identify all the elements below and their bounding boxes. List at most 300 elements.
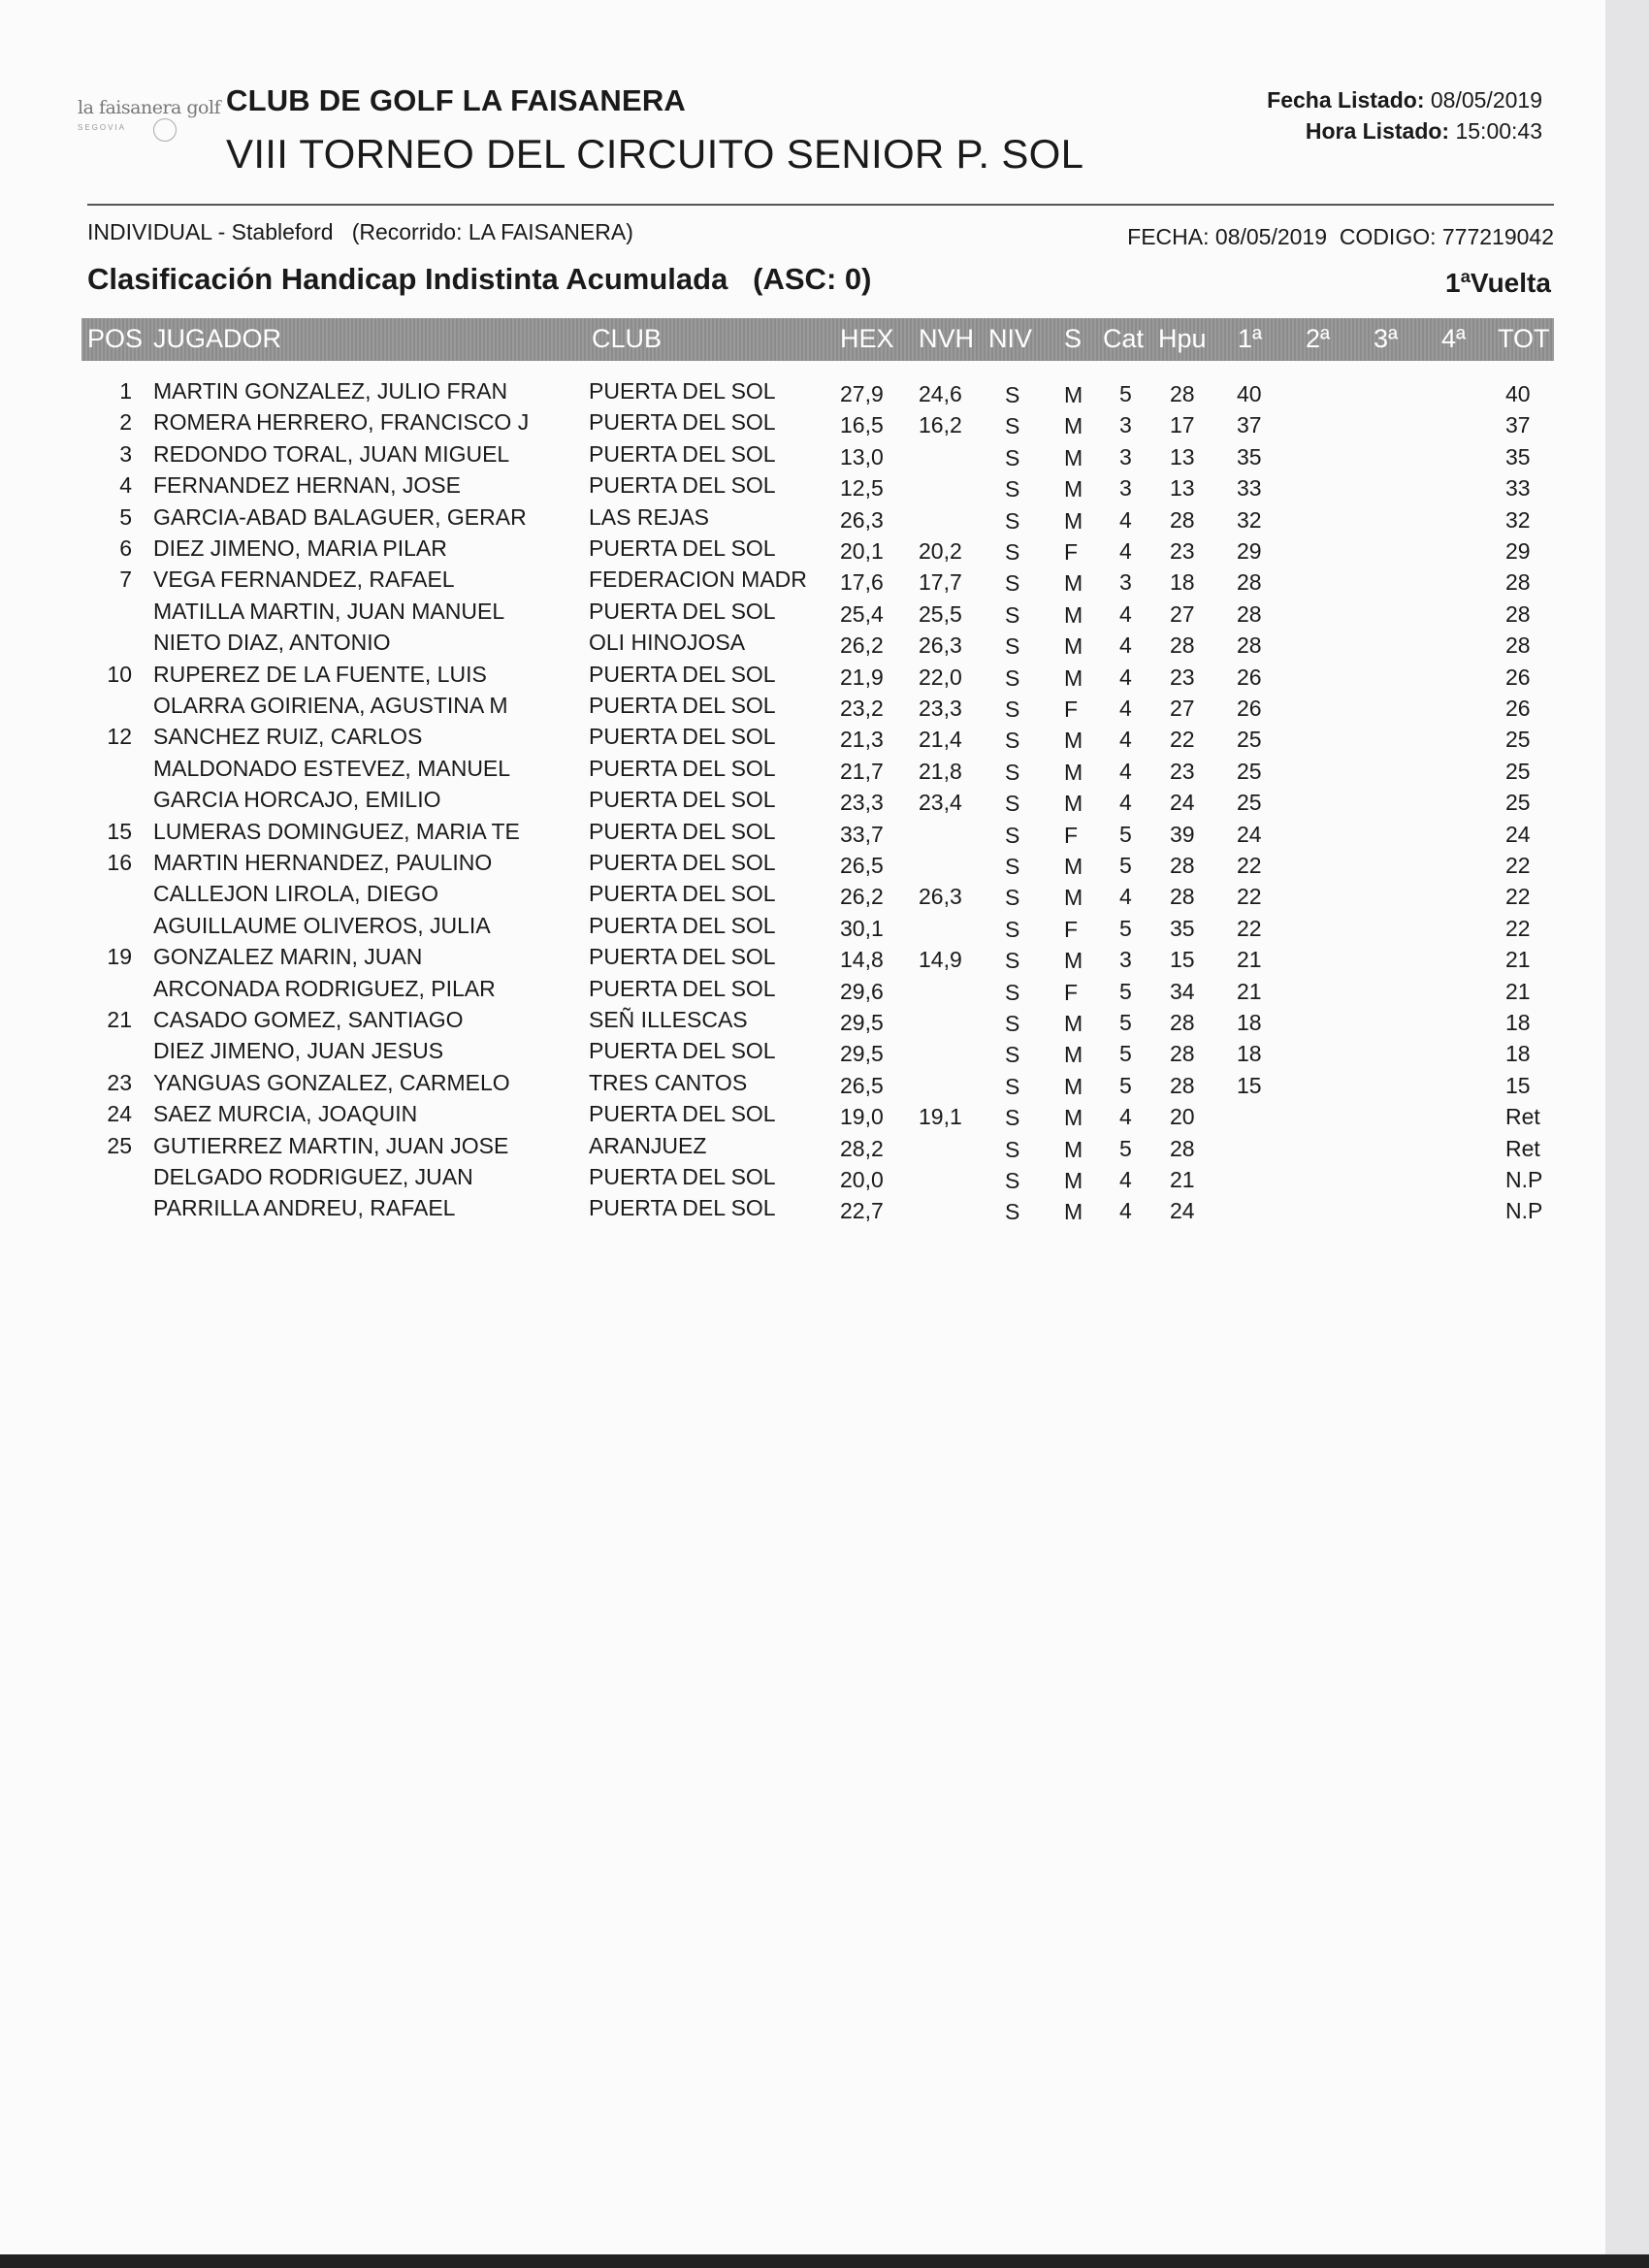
hpu-value: 20 — [1170, 1104, 1195, 1130]
sex-value: M — [1064, 1199, 1083, 1225]
table-row — [0, 378, 1649, 409]
hex-value: 23,3 — [840, 790, 884, 816]
sex-value: M — [1064, 1073, 1083, 1099]
nvh-value: 26,3 — [919, 632, 962, 659]
sex-value: M — [1064, 664, 1083, 691]
listing-date-label: Fecha Listado: — [1267, 87, 1425, 113]
col-pos: POS — [87, 324, 144, 353]
player-name: RUPEREZ DE LA FUENTE, LUIS — [153, 661, 487, 687]
player-name: ROMERA HERRERO, FRANCISCO J — [153, 409, 530, 436]
hex-value: 22,7 — [840, 1198, 884, 1224]
col-club: CLUB — [592, 324, 663, 353]
player-club: PUERTA DEL SOL — [589, 1101, 776, 1127]
player-club: PUERTA DEL SOL — [589, 975, 776, 1001]
table-row — [0, 913, 1649, 944]
total-score: 28 — [1505, 600, 1531, 627]
player-club: PUERTA DEL SOL — [589, 409, 776, 436]
total-score: 29 — [1505, 538, 1531, 564]
sex-value: M — [1064, 382, 1083, 407]
player-club: PUERTA DEL SOL — [589, 944, 776, 970]
niv-value: S — [1005, 948, 1020, 974]
player-club: PUERTA DEL SOL — [589, 1195, 776, 1221]
logo-subtext: SEGOVIA — [78, 123, 127, 132]
round-1-score: 26 — [1237, 664, 1262, 690]
competition-meta — [1127, 224, 1554, 250]
table-row — [0, 472, 1649, 503]
round-1-score: 28 — [1237, 632, 1262, 659]
niv-value: S — [1005, 979, 1020, 1005]
niv-value: S — [1005, 1073, 1020, 1099]
hpu-value: 22 — [1170, 727, 1195, 753]
hex-value: 26,2 — [840, 632, 884, 659]
code-label: CODIGO: — [1339, 224, 1437, 249]
player-club: SEÑ ILLESCAS — [589, 1007, 748, 1032]
logo-text: la faisanera golf — [78, 97, 221, 118]
category-value: 4 — [1119, 600, 1132, 627]
col-cat: Cat — [1103, 324, 1145, 353]
sex-value: M — [1064, 1136, 1083, 1162]
player-name: SAEZ MURCIA, JOAQUIN — [153, 1101, 418, 1127]
listing-time-value: 15:00:43 — [1455, 118, 1542, 144]
table-header — [81, 318, 1554, 361]
table-row — [0, 1038, 1649, 1069]
hex-value: 25,4 — [840, 600, 884, 627]
niv-value: S — [1005, 1168, 1020, 1193]
total-score: 22 — [1505, 884, 1531, 910]
category-value: 5 — [1119, 1135, 1132, 1161]
round-1-score: 22 — [1237, 853, 1262, 878]
category-value: 3 — [1119, 947, 1132, 973]
category-value: 5 — [1119, 821, 1132, 847]
position: 12 — [107, 724, 132, 750]
niv-value: S — [1005, 570, 1020, 597]
niv-value: S — [1005, 664, 1020, 691]
round-1-score: 26 — [1237, 696, 1262, 721]
round-1-score: 18 — [1237, 1010, 1262, 1035]
hpu-value: 34 — [1170, 978, 1195, 1004]
table-row — [0, 944, 1649, 975]
col-player: JUGADOR — [153, 324, 282, 353]
table-row — [0, 567, 1649, 598]
round-1-score: 22 — [1237, 884, 1262, 910]
position: 4 — [119, 472, 132, 499]
table-row — [0, 850, 1649, 881]
tournament-title: VIII TORNEO DEL CIRCUITO SENIOR P. SOL — [226, 131, 1084, 177]
nvh-value: 24,6 — [919, 381, 962, 406]
player-name: CASADO GOMEZ, SANTIAGO — [153, 1007, 464, 1032]
round-1-score: 25 — [1237, 758, 1262, 784]
player-club: PUERTA DEL SOL — [589, 1038, 776, 1064]
category-value: 4 — [1119, 727, 1132, 753]
player-name: GARCIA HORCAJO, EMILIO — [153, 787, 441, 813]
modality: INDIVIDUAL - Stableford — [87, 219, 334, 244]
niv-value: S — [1005, 885, 1020, 911]
col-total: TOT — [1498, 324, 1550, 353]
table-row — [0, 1070, 1649, 1101]
niv-value: S — [1005, 382, 1020, 407]
date-value: 08/05/2019 — [1214, 224, 1328, 249]
competition-format — [87, 219, 633, 245]
sex-value: M — [1064, 1168, 1083, 1193]
player-club: PUERTA DEL SOL — [589, 787, 776, 813]
hpu-value: 28 — [1170, 632, 1195, 659]
hex-value: 19,0 — [840, 1104, 884, 1130]
position: 7 — [119, 567, 132, 593]
code-value: 777219042 — [1441, 224, 1554, 249]
player-club: PUERTA DEL SOL — [589, 661, 776, 687]
sex-value: M — [1064, 476, 1083, 502]
player-name: CALLEJON LIROLA, DIEGO — [153, 881, 438, 907]
hpu-value: 28 — [1170, 1072, 1195, 1098]
category-value: 4 — [1119, 790, 1132, 816]
hex-value: 20,1 — [840, 538, 884, 564]
niv-value: S — [1005, 1011, 1020, 1036]
sex-value: M — [1064, 728, 1083, 754]
position: 15 — [107, 818, 132, 844]
player-name: MARTIN GONZALEZ, JULIO FRAN — [153, 378, 508, 404]
table-row — [0, 662, 1649, 693]
niv-value: S — [1005, 697, 1020, 722]
player-name: LUMERAS DOMINGUEZ, MARIA TE — [153, 818, 520, 844]
round-1-score: 37 — [1237, 412, 1262, 438]
hpu-value: 23 — [1170, 538, 1195, 564]
position: 23 — [107, 1069, 132, 1095]
total-score: 21 — [1505, 978, 1531, 1004]
player-name: YANGUAS GONZALEZ, CARMELO — [153, 1069, 510, 1095]
category-value: 5 — [1119, 915, 1132, 941]
hex-value: 26,3 — [840, 506, 884, 533]
hex-value: 13,0 — [840, 443, 884, 470]
round-1-score: 29 — [1237, 538, 1262, 564]
player-name: SANCHEZ RUIZ, CARLOS — [153, 724, 423, 750]
niv-value: S — [1005, 539, 1020, 565]
hex-value: 21,9 — [840, 664, 884, 690]
category-value: 4 — [1119, 632, 1132, 659]
col-sex: S — [1064, 324, 1083, 353]
total-score: 22 — [1505, 853, 1531, 878]
total-score: 26 — [1505, 664, 1531, 690]
player-name: ARCONADA RODRIGUEZ, PILAR — [153, 975, 496, 1001]
hex-value: 27,9 — [840, 381, 884, 406]
position: 21 — [107, 1007, 132, 1032]
hex-value: 28,2 — [840, 1135, 884, 1161]
hex-value: 21,3 — [840, 727, 884, 753]
sex-value: M — [1064, 444, 1083, 470]
position: 10 — [107, 661, 132, 687]
table-row — [0, 1007, 1649, 1038]
total-score: 26 — [1505, 696, 1531, 721]
category-value: 3 — [1119, 569, 1132, 596]
category-value: 4 — [1119, 884, 1132, 910]
position: 5 — [119, 503, 132, 530]
round-1-score: 25 — [1237, 790, 1262, 816]
table-row — [0, 724, 1649, 755]
total-score: 37 — [1505, 412, 1531, 438]
category-value: 5 — [1119, 853, 1132, 878]
category-value: 4 — [1119, 538, 1132, 564]
hpu-value: 27 — [1170, 696, 1195, 721]
niv-value: S — [1005, 728, 1020, 754]
category-value: 5 — [1119, 1041, 1132, 1067]
sex-value: F — [1064, 822, 1079, 848]
player-club: FEDERACION MADR — [589, 567, 807, 593]
sex-value: M — [1064, 413, 1083, 439]
nvh-value: 21,8 — [919, 758, 962, 784]
hex-value: 26,5 — [840, 1072, 884, 1098]
sex-value: F — [1064, 916, 1079, 942]
player-name: GONZALEZ MARIN, JUAN — [153, 944, 423, 970]
col-round-1: 1ª — [1238, 324, 1263, 353]
hpu-value: 39 — [1170, 821, 1195, 847]
total-score: 18 — [1505, 1010, 1531, 1035]
player-name: OLARRA GOIRIENA, AGUSTINA M — [153, 693, 508, 718]
hex-value: 17,6 — [840, 569, 884, 596]
niv-value: S — [1005, 413, 1020, 439]
hex-value: 21,7 — [840, 758, 884, 784]
niv-value: S — [1005, 854, 1020, 879]
player-name: DIEZ JIMENO, JUAN JESUS — [153, 1038, 444, 1064]
sex-value: F — [1064, 539, 1079, 565]
category-value: 4 — [1119, 696, 1132, 721]
player-club: PUERTA DEL SOL — [589, 881, 776, 907]
category-value: 3 — [1119, 443, 1132, 470]
niv-value: S — [1005, 444, 1020, 470]
player-club: PUERTA DEL SOL — [589, 535, 776, 561]
sex-value: F — [1064, 697, 1079, 722]
round-1-score: 28 — [1237, 569, 1262, 596]
player-name: GUTIERREZ MARTIN, JUAN JOSE — [153, 1132, 509, 1158]
table-row — [0, 504, 1649, 535]
col-round-4: 4ª — [1441, 324, 1467, 353]
hpu-value: 13 — [1170, 443, 1195, 470]
total-score: N.P — [1505, 1198, 1543, 1224]
niv-value: S — [1005, 822, 1020, 848]
total-score: 32 — [1505, 506, 1531, 533]
round-1-score: 35 — [1237, 443, 1262, 470]
player-name: DIEZ JIMENO, MARIA PILAR — [153, 535, 447, 561]
category-value: 4 — [1119, 1198, 1132, 1224]
date-label: FECHA: — [1127, 224, 1210, 249]
total-score: 18 — [1505, 1041, 1531, 1067]
hpu-value: 17 — [1170, 412, 1195, 438]
sex-value: M — [1064, 885, 1083, 911]
nvh-value: 26,3 — [919, 884, 962, 910]
hpu-value: 28 — [1170, 1041, 1195, 1067]
table-row — [0, 787, 1649, 818]
category-value: 5 — [1119, 1072, 1132, 1098]
total-score: 15 — [1505, 1072, 1531, 1098]
hpu-value: 21 — [1170, 1167, 1195, 1192]
table-row — [0, 409, 1649, 440]
club-title: CLUB DE GOLF LA FAISANERA — [226, 83, 687, 117]
table-row — [0, 756, 1649, 787]
sex-value: M — [1064, 791, 1083, 817]
position: 1 — [119, 378, 132, 404]
round-1-score: 25 — [1237, 727, 1262, 753]
page-bottom-edge — [0, 2254, 1649, 2268]
niv-value: S — [1005, 1199, 1020, 1225]
position: 3 — [119, 440, 132, 467]
col-nvh: NVH — [919, 324, 975, 353]
sex-value: M — [1064, 948, 1083, 974]
position: 24 — [107, 1101, 132, 1127]
hex-value: 26,5 — [840, 853, 884, 878]
niv-value: S — [1005, 601, 1020, 628]
golf-ball-icon — [153, 118, 177, 142]
category-value: 4 — [1119, 1167, 1132, 1192]
category-value: 5 — [1119, 381, 1132, 406]
player-name: REDONDO TORAL, JUAN MIGUEL — [153, 440, 510, 467]
position: 6 — [119, 535, 132, 561]
player-name: VEGA FERNANDEZ, RAFAEL — [153, 567, 455, 593]
hex-value: 20,0 — [840, 1167, 884, 1192]
table-row — [0, 1195, 1649, 1226]
player-club: PUERTA DEL SOL — [589, 1164, 776, 1189]
hpu-value: 18 — [1170, 569, 1195, 596]
player-name: AGUILLAUME OLIVEROS, JULIA — [153, 912, 491, 938]
col-round-3: 3ª — [1374, 324, 1399, 353]
hex-value: 33,7 — [840, 821, 884, 847]
total-score: 21 — [1505, 947, 1531, 973]
hex-value: 26,2 — [840, 884, 884, 910]
player-name: FERNANDEZ HERNAN, JOSE — [153, 472, 461, 499]
course: (Recorrido: LA FAISANERA) — [351, 219, 633, 244]
total-score: Ret — [1505, 1104, 1540, 1130]
niv-value: S — [1005, 476, 1020, 502]
hex-value: 29,6 — [840, 978, 884, 1004]
player-club: PUERTA DEL SOL — [589, 440, 776, 467]
total-score: Ret — [1505, 1135, 1540, 1161]
sex-value: M — [1064, 633, 1083, 660]
player-name: MARTIN HERNANDEZ, PAULINO — [153, 850, 493, 875]
round-1-score: 21 — [1237, 947, 1262, 973]
hex-value: 29,5 — [840, 1041, 884, 1067]
player-name: PARRILLA ANDREU, RAFAEL — [153, 1195, 456, 1221]
hex-value: 23,2 — [840, 696, 884, 721]
nvh-value: 22,0 — [919, 664, 962, 690]
sex-value: M — [1064, 507, 1083, 534]
hpu-value: 24 — [1170, 1198, 1195, 1224]
hpu-value: 28 — [1170, 884, 1195, 910]
total-score: 28 — [1505, 632, 1531, 659]
player-club: PUERTA DEL SOL — [589, 818, 776, 844]
asc-value: (ASC: 0) — [753, 262, 872, 296]
classification-name: Clasificación Handicap Indistinta Acumulada — [87, 262, 728, 296]
col-hpu: Hpu — [1158, 324, 1207, 353]
col-round-2: 2ª — [1306, 324, 1331, 353]
niv-value: S — [1005, 791, 1020, 817]
position: 25 — [107, 1132, 132, 1158]
total-score: 22 — [1505, 915, 1531, 941]
table-row — [0, 535, 1649, 567]
category-value: 5 — [1119, 1010, 1132, 1035]
player-name: MATILLA MARTIN, JUAN MANUEL — [153, 598, 505, 624]
player-name: NIETO DIAZ, ANTONIO — [153, 630, 391, 656]
hpu-value: 35 — [1170, 915, 1195, 941]
table-row — [0, 441, 1649, 472]
round-1-score: 28 — [1237, 600, 1262, 627]
sex-value: M — [1064, 759, 1083, 785]
nvh-value: 16,2 — [919, 412, 962, 438]
hpu-value: 28 — [1170, 381, 1195, 406]
col-hex: HEX — [840, 324, 894, 353]
table-row — [0, 630, 1649, 661]
total-score: 25 — [1505, 790, 1531, 816]
category-value: 4 — [1119, 664, 1132, 690]
position: 19 — [107, 944, 132, 970]
total-score: 40 — [1505, 381, 1531, 406]
niv-value: S — [1005, 1105, 1020, 1131]
hpu-value: 27 — [1170, 600, 1195, 627]
classification-title — [87, 262, 871, 297]
round-1-score: 18 — [1237, 1041, 1262, 1067]
hpu-value: 13 — [1170, 475, 1195, 502]
club-logo — [78, 97, 221, 146]
col-niv: NIV — [988, 324, 1033, 353]
table-row — [0, 599, 1649, 630]
player-club: PUERTA DEL SOL — [589, 378, 776, 404]
listing-time-label: Hora Listado: — [1305, 118, 1450, 144]
player-club: TRES CANTOS — [589, 1069, 748, 1095]
niv-value: S — [1005, 1136, 1020, 1162]
niv-value: S — [1005, 633, 1020, 660]
nvh-value: 21,4 — [919, 727, 962, 753]
player-club: PUERTA DEL SOL — [589, 755, 776, 781]
player-club: PUERTA DEL SOL — [589, 472, 776, 499]
hpu-value: 24 — [1170, 790, 1195, 816]
hex-value: 12,5 — [840, 475, 884, 502]
hpu-value: 15 — [1170, 947, 1195, 973]
niv-value: S — [1005, 916, 1020, 942]
table-row — [0, 1101, 1649, 1132]
player-club: PUERTA DEL SOL — [589, 598, 776, 624]
table-row — [0, 1133, 1649, 1164]
total-score: 24 — [1505, 821, 1531, 847]
table-row — [0, 976, 1649, 1007]
round-1-score: 15 — [1237, 1072, 1262, 1098]
table-row — [0, 881, 1649, 912]
category-value: 4 — [1119, 506, 1132, 533]
hpu-value: 23 — [1170, 664, 1195, 690]
player-club: PUERTA DEL SOL — [589, 850, 776, 875]
category-value: 4 — [1119, 758, 1132, 784]
nvh-value: 14,9 — [919, 947, 962, 973]
nvh-value: 17,7 — [919, 569, 962, 596]
player-club: PUERTA DEL SOL — [589, 724, 776, 750]
round-1-score: 40 — [1237, 381, 1262, 406]
hpu-value: 23 — [1170, 758, 1195, 784]
nvh-value: 23,4 — [919, 790, 962, 816]
table-row — [0, 1164, 1649, 1195]
category-value: 3 — [1119, 475, 1132, 502]
category-value: 5 — [1119, 978, 1132, 1004]
player-club: LAS REJAS — [589, 503, 709, 530]
total-score: 28 — [1505, 569, 1531, 596]
player-name: MALDONADO ESTEVEZ, MANUEL — [153, 755, 511, 781]
nvh-value: 23,3 — [919, 696, 962, 721]
player-club: PUERTA DEL SOL — [589, 912, 776, 938]
round-1-score: 24 — [1237, 821, 1262, 847]
hpu-value: 28 — [1170, 1010, 1195, 1035]
category-value: 4 — [1119, 1104, 1132, 1130]
niv-value: S — [1005, 1042, 1020, 1068]
category-value: 3 — [1119, 412, 1132, 438]
table-row — [0, 693, 1649, 724]
player-name: DELGADO RODRIGUEZ, JUAN — [153, 1164, 473, 1189]
total-score: 35 — [1505, 443, 1531, 470]
sex-value: M — [1064, 1105, 1083, 1131]
listing-date — [1267, 87, 1542, 113]
